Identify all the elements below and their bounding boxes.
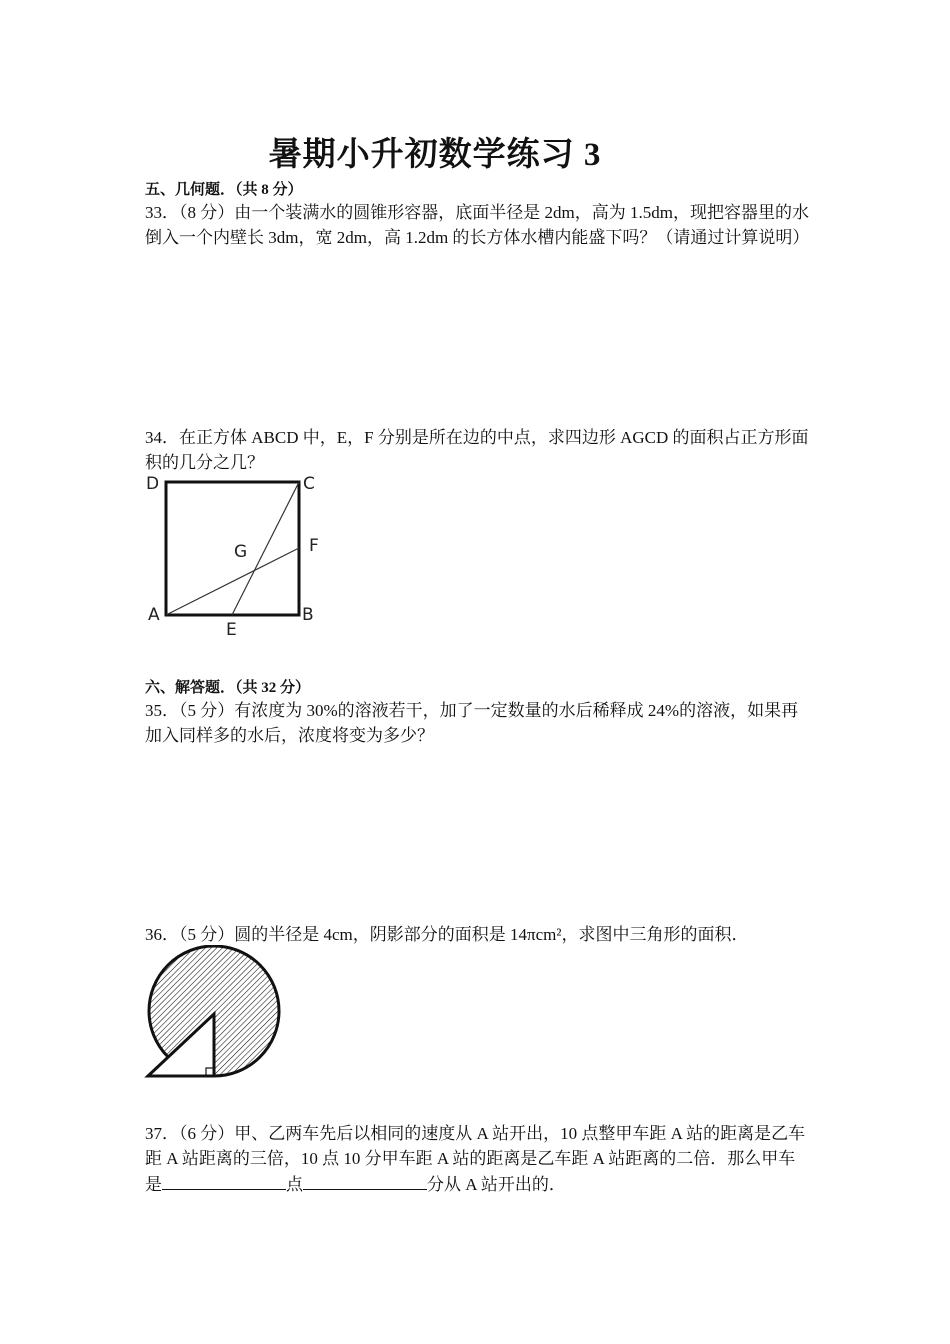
label-f: F xyxy=(309,536,319,556)
question-35: 35．（5 分）有浓度为 30%的溶液若干，加了一定数量的水后稀释成 24%的溶液，如果再加入同样多的水后，浓度将变为多少？ xyxy=(145,701,799,745)
label-e: E xyxy=(226,620,237,640)
question-37-text-2: 点 xyxy=(286,1175,303,1194)
question-37 xyxy=(145,1121,810,1197)
section-heading-solutions: 六、解答题．（共 32 分） xyxy=(145,680,311,696)
circle-diagram xyxy=(140,945,290,1085)
question-37-text-1: 37．（6 分）甲、乙两车先后以相同的速度从 A 站开出，10 点整甲车距 A 站的距离是乙车距 A 站距离的三倍，10 点 10 分甲车距 A 站的距离是乙车距 A 站距离的二倍．那么甲车是 xyxy=(145,1124,806,1194)
label-d: D xyxy=(146,474,160,494)
square-abcd xyxy=(166,482,299,615)
segment-af xyxy=(166,548,299,615)
square-diagram xyxy=(140,470,340,645)
label-g: G xyxy=(234,542,248,562)
question-37-text-3: 分从 A 站开出的． xyxy=(427,1175,566,1194)
question-36: 36．（5 分）圆的半径是 4cm，阴影部分的面积是 14πcm²，求图中三角形的面积． xyxy=(145,925,749,944)
label-b: B xyxy=(302,605,314,625)
question-34: 34．在正方体 ABCD 中，E，F 分别是所在边的中点，求四边形 AGCD 的面积占正方形面积的几分之几？ xyxy=(145,428,809,472)
label-c: C xyxy=(303,474,315,494)
answer-blank-hour[interactable] xyxy=(162,1171,286,1190)
label-a: A xyxy=(148,605,160,625)
section-heading-geometry: 五、几何题．（共 8 分） xyxy=(145,182,303,198)
answer-blank-minute[interactable] xyxy=(303,1171,427,1190)
page-title: 暑期小升初数学练习 3 xyxy=(268,137,602,173)
question-33: 33．（8 分）由一个装满水的圆锥形容器，底面半径是 2dm，高为 1.5dm，现把容器里的水倒入一个内壁长 3dm，宽 2dm，高 1.2dm 的长方体水槽内能盛下吗？（请通过计算说明） xyxy=(145,203,810,247)
